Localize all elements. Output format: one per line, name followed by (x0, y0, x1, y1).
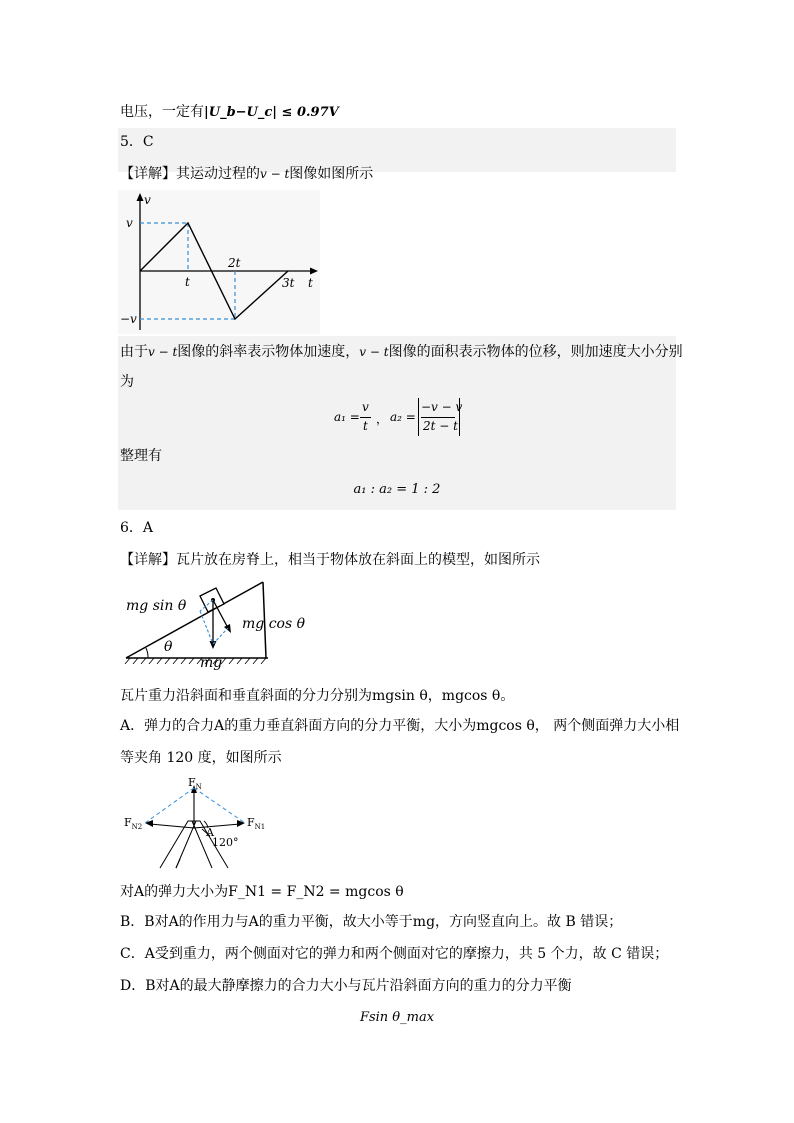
force-figure (120, 776, 270, 872)
fig1-mg-cos-label: mg cos θ (242, 616, 306, 632)
fig2-fn2-label: $F_{N2}$ (124, 816, 143, 831)
q6-components: 瓦片重力沿斜面和垂直斜面的分力分别为mgsin θ，mgcos θ。 (120, 688, 515, 704)
eq1-sep: ， (376, 412, 389, 426)
q6-option-d: D．B对A的最大静摩擦力的合力大小与瓦片沿斜面方向的重力的分力平衡 (120, 978, 572, 994)
q6-last-formula: Fsin θ_max (359, 1010, 435, 1025)
vt-neg-v-label: −v (120, 312, 137, 326)
q5-detail-suffix: 图像如图所示 (289, 166, 374, 182)
fig2-fn1-label: $F_{N1}$ (247, 816, 266, 831)
q5-organize: 整理有 (120, 448, 162, 464)
q5-detail-vt: v − t (260, 167, 290, 181)
fig2-angle-label: 120° (212, 836, 239, 849)
vt-t-label: t (185, 275, 190, 289)
q5-explain-c: 图像的面积表示物体的位移，则加速度大小分别 (388, 344, 683, 360)
fig1-mg-label: mg (200, 655, 223, 671)
vt-v-label: v (126, 216, 133, 230)
incline-figure (118, 578, 318, 672)
vt-axis-t-label: t (308, 276, 313, 290)
eq1-left: a₁ = (334, 410, 360, 424)
eq1-den: t (363, 419, 368, 433)
eq1-bar (360, 417, 371, 418)
q5-ratio: a₁ : a₂ = 1 : 2 (353, 482, 441, 497)
q6-option-a-2: 等夹角 120 度，如图所示 (120, 750, 282, 766)
q5-explain-2: 为 (120, 374, 134, 390)
vt-graph (118, 190, 320, 334)
vt-3t-label: 3t (282, 276, 295, 290)
eq2-bar (421, 417, 455, 418)
q5-answer: 5．C (120, 134, 154, 150)
eq2-den: 2t − t (423, 419, 458, 433)
eq2-left: a₂ = (390, 410, 416, 424)
eq2-num: −v − v (421, 400, 463, 414)
q5-detail-text: 【详解】其运动过程的 (120, 166, 260, 182)
q6-option-b: B．B对A的作用力与A的重力平衡，故大小等于mg，方向竖直向上。故 B 错误； (120, 914, 623, 930)
q5-explain-a: 由于 (120, 344, 148, 360)
fig1-mg-sin-label: mg sin θ (126, 598, 187, 614)
top-line-formula: |U_b−U_c| ≤ 0.97V (204, 105, 339, 120)
q5-explain-vt1: v − t (148, 345, 178, 359)
fig2-fn-label: $F_N$ (188, 776, 202, 791)
q6-force-eq: 对A的弹力大小为F_N1 = F_N2 = mgcos θ (120, 884, 404, 900)
q5-detail (120, 164, 373, 184)
q6-option-a-1: A．弹力的合力A的重力垂直斜面方向的分力平衡，大小为mgcos θ， 两个侧面弹力大小相 (120, 718, 680, 734)
q5-explain-b: 图像的斜率表示物体加速度， (177, 344, 360, 360)
q6-answer: 6．A (120, 520, 154, 536)
q6-detail: 【详解】瓦片放在房脊上，相当于物体放在斜面上的模型，如图所示 (120, 552, 540, 568)
top-line (120, 102, 339, 123)
vt-axis-v-label: v (144, 193, 151, 207)
q6-option-c: C．A受到重力，两个侧面对它的弹力和两个侧面对它的摩擦力，共 5 个力，故 C 错误； (120, 946, 669, 962)
vt-2t-label: 2t (228, 256, 241, 270)
q5-explain-1 (120, 342, 683, 362)
q5-explain-vt2: v − t (359, 345, 389, 359)
top-line-prefix: 电压，一定有 (120, 104, 204, 120)
fig1-theta-label: θ (164, 639, 173, 655)
fig2-a-label: A (206, 826, 214, 839)
eq1-num: v (362, 400, 369, 414)
